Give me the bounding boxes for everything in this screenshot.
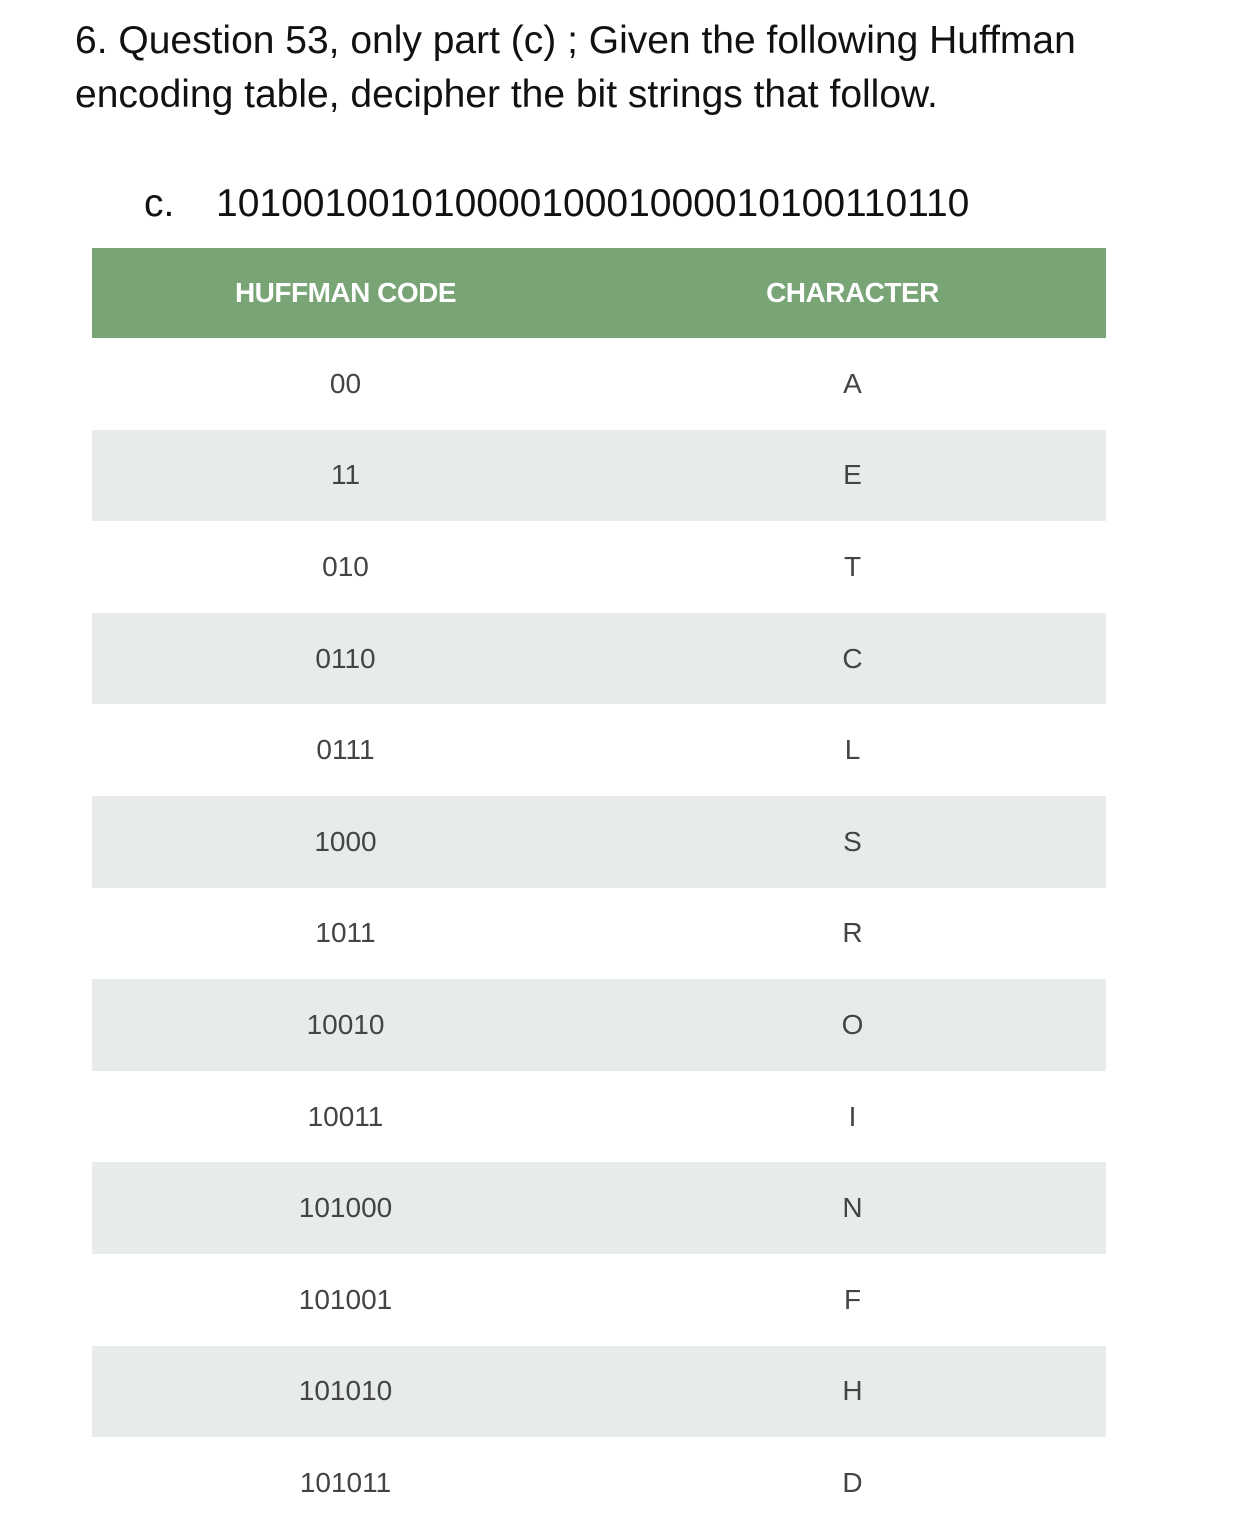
character-cell: I [848, 1100, 857, 1132]
character-cell: L [844, 734, 861, 766]
table-row [92, 1254, 1106, 1346]
character-cell: C [842, 642, 863, 674]
code-cell: 1011 [315, 917, 376, 949]
table-row [92, 1437, 1106, 1529]
code-cell: 0111 [316, 734, 375, 766]
part-label: c. [144, 182, 175, 225]
part-c [144, 180, 969, 228]
character-cell: F [843, 1283, 862, 1315]
code-cell: 010 [322, 550, 369, 582]
table-header [92, 248, 1106, 338]
huffman-table [92, 248, 1106, 1529]
code-cell: 00 [329, 367, 362, 399]
header-huffman-code: HUFFMAN CODE [234, 277, 457, 308]
bit-string: 10100100101000010001000010100110110 [216, 182, 970, 225]
table-row [92, 430, 1106, 522]
table-row [92, 1071, 1106, 1163]
character-cell: A [843, 367, 862, 399]
character-cell: T [843, 550, 862, 582]
character-cell: N [842, 1192, 863, 1224]
table-row [92, 796, 1106, 888]
code-cell: 101010 [298, 1375, 393, 1407]
code-cell: 10011 [307, 1100, 384, 1132]
character-cell: D [842, 1466, 863, 1498]
code-cell: 11 [330, 459, 361, 491]
table-row [92, 1162, 1106, 1254]
code-cell: 0110 [315, 642, 376, 674]
table-row [92, 613, 1106, 705]
table-row [92, 704, 1106, 796]
code-cell: 101011 [299, 1466, 392, 1498]
character-cell: R [842, 917, 863, 949]
table-row [92, 338, 1106, 430]
code-cell: 101001 [298, 1283, 393, 1315]
table-body [92, 338, 1106, 1529]
header-character: CHARACTER [766, 277, 939, 308]
character-cell: S [843, 825, 862, 857]
character-cell: H [842, 1375, 863, 1407]
character-cell: O [841, 1008, 864, 1040]
table-row [92, 521, 1106, 613]
question-text: 6. Question 53, only part (c) ; Given the following Huffman encoding table, decipher the bit strings that follow. [75, 19, 1076, 116]
table-row [92, 1346, 1106, 1438]
table-row [92, 888, 1106, 980]
code-cell: 101000 [298, 1192, 393, 1224]
table-row [92, 979, 1106, 1071]
character-cell: E [843, 459, 862, 491]
code-cell: 10010 [306, 1008, 385, 1040]
code-cell: 1000 [314, 825, 377, 857]
